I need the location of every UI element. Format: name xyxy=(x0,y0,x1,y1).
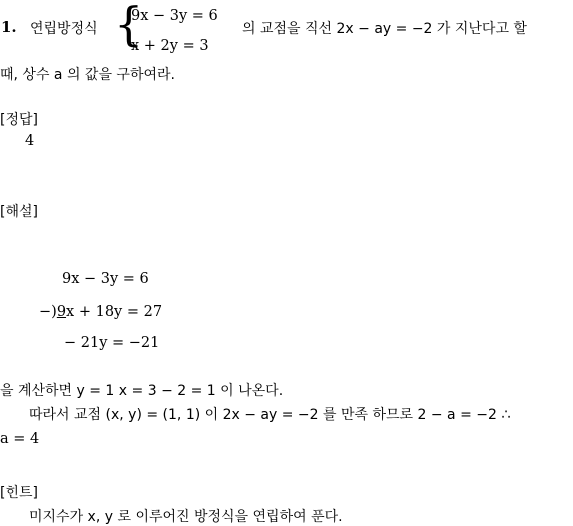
hint-text: 미지수가 x, y 로 이루어진 방정식을 연립하여 푼다. xyxy=(29,509,343,525)
system-equation-1: 9x − 3y = 6 xyxy=(131,8,218,24)
problem-line1-rest: 의 교점을 직선 2x − ay = −2 가 지난다고 할 xyxy=(242,21,527,37)
explanation-text-3: a = 4 xyxy=(0,431,40,447)
calc-line-3: − 21y = −21 xyxy=(64,335,160,351)
calc-line-2-rest: x + 18y = 27 xyxy=(66,304,163,320)
problem-number: 1. xyxy=(1,18,17,36)
explanation-text-2: 따라서 교점 (x, y) = (1, 1) 이 2x − ay = −2 를 만족 하므로 2 − a = −2 ∴ xyxy=(29,407,511,423)
calc-prefix: −) xyxy=(39,304,57,320)
system-equation-2: x + 2y = 3 xyxy=(131,38,209,54)
problem-lead-text: 연립방정식 xyxy=(30,21,98,37)
explanation-text-1: 을 계산하면 y = 1 x = 3 − 2 = 1 이 나온다. xyxy=(0,383,284,399)
answer-heading: [정답] xyxy=(0,112,38,128)
problem-line2: 때, 상수 a 의 값을 구하여라. xyxy=(0,67,175,83)
calc-line-2 xyxy=(39,304,162,320)
calc-underlined-digit: 9 xyxy=(56,304,67,320)
system-brace: { xyxy=(114,0,144,51)
answer-value: 4 xyxy=(25,133,35,149)
explanation-heading: [해설] xyxy=(0,204,38,220)
calc-line-1: 9x − 3y = 6 xyxy=(62,271,149,287)
hint-heading: [힌트] xyxy=(0,485,38,501)
